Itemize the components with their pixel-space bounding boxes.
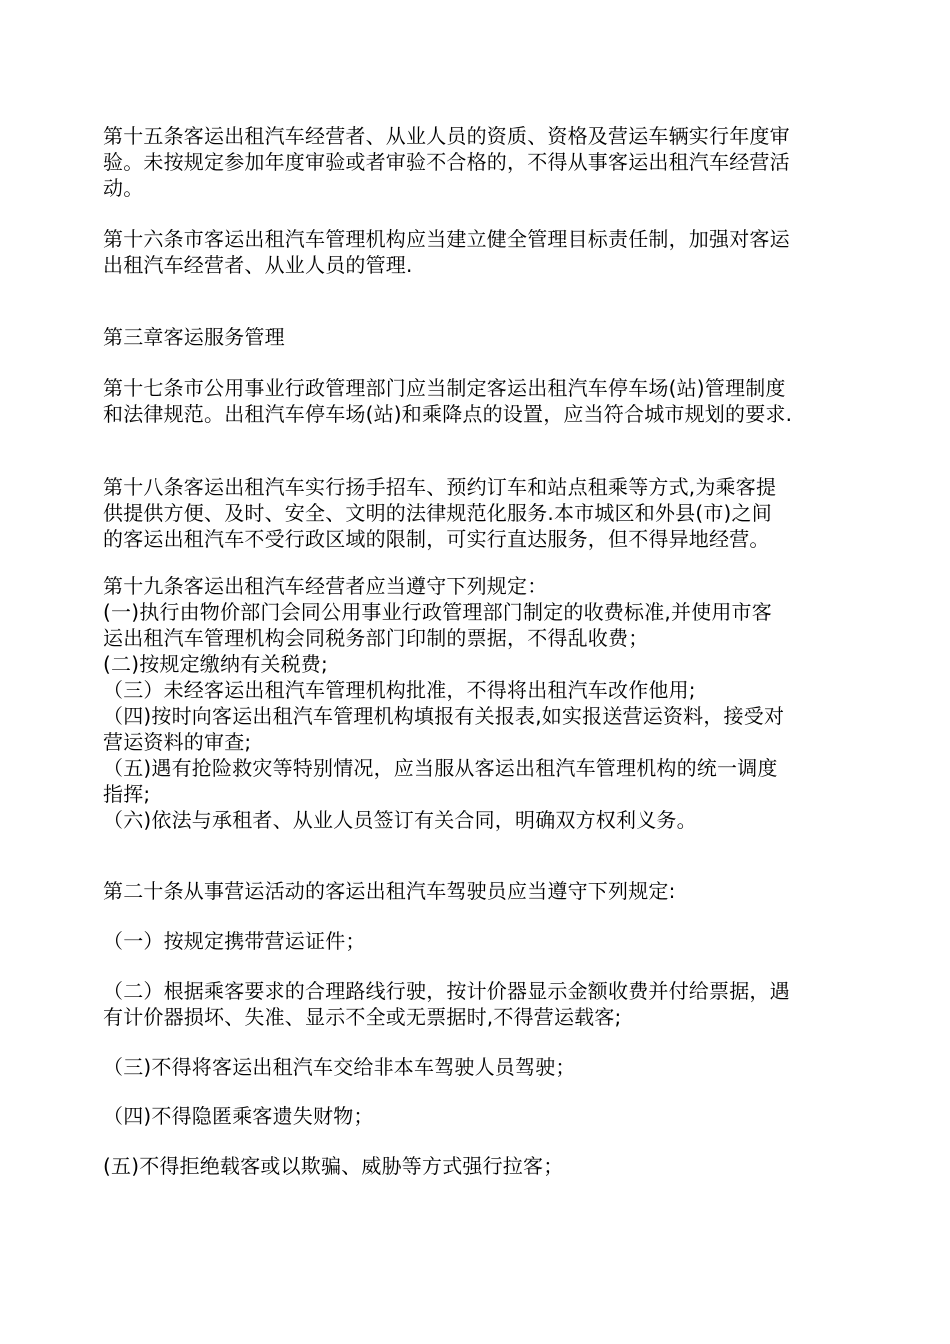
chapter-3-heading: 第三章客运服务管理 — [103, 325, 285, 349]
article-19-line-10: （六)依法与承租者、从业人员签订有关合同，明确双方权利义务。 — [103, 808, 697, 832]
article-19-line-3: 运出租汽车管理机构会同税务部门印制的票据，不得乱收费； — [103, 626, 649, 650]
article-15-line-2: 验。未按规定参加年度审验或者审验不合格的，不得从事客运出租汽车经营活 — [103, 150, 790, 174]
article-18-line-2: 供提供方便、及时、安全、文明的法律规范化服务.本市城区和外县(市)之间 — [103, 501, 772, 525]
article-20-item-2-line-1: （二）根据乘客要求的合理路线行驶，按计价器显示金额收费并付给票据，遇 — [103, 979, 790, 1003]
article-19-line-5: （三）未经客运出租汽车管理机构批准，不得将出租汽车改作他用; — [103, 678, 696, 702]
article-20-item-5: (五)不得拒绝载客或以欺骗、威胁等方式强行拉客； — [103, 1154, 564, 1178]
article-17-line-2: 和法律规范。出租汽车停车场(站)和乘降点的设置，应当符合城市规划的要求. — [103, 402, 793, 426]
article-19-line-9: 指挥; — [103, 782, 151, 806]
article-20-intro: 第二十条从事营运活动的客运出租汽车驾驶员应当遵守下列规定: — [103, 879, 676, 903]
article-19-line-7: 营运资料的审查; — [103, 730, 252, 754]
article-16-line-2: 出租汽车经营者、从业人员的管理. — [103, 253, 413, 277]
article-18-line-1: 第十八条客运出租汽车实行扬手招车、预约订车和站点租乘等方式,为乘客提 — [103, 475, 777, 499]
article-19-line-4: (二)按规定缴纳有关税费; — [103, 652, 328, 676]
article-15-line-1: 第十五条客运出租汽车经营者、从业人员的资质、资格及营运车辆实行年度审 — [103, 124, 790, 148]
article-15-line-3: 动。 — [103, 176, 144, 200]
article-19-line-6: （四)按时向客运出租汽车管理机构填报有关报表,如实报送营运资料，接受对 — [103, 704, 785, 728]
article-19-line-2: (一)执行由物价部门会同公用事业行政管理部门制定的收费标准,并使用市客 — [103, 600, 772, 624]
article-20-item-4: （四)不得隐匿乘客遗失财物； — [103, 1104, 374, 1128]
article-20-item-1: （一）按规定携带营运证件； — [103, 929, 366, 953]
article-19-line-8: （五)遇有抢险救灾等特别情况，应当服从客运出租汽车管理机构的统一调度 — [103, 756, 778, 780]
article-20-item-3: （三)不得将客运出租汽车交给非本车驾驶人员驾驶； — [103, 1055, 576, 1079]
article-18-line-3: 的客运出租汽车不受行政区域的限制，可实行直达服务，但不得异地经营。 — [103, 527, 770, 551]
article-20-item-2-line-2: 有计价器损坏、失准、显示不全或无票据时,不得营运载客; — [103, 1005, 622, 1029]
article-19-line-1: 第十九条客运出租汽车经营者应当遵守下列规定： — [103, 574, 548, 598]
article-17-line-1: 第十七条市公用事业行政管理部门应当制定客运出租汽车停车场(站)管理制度 — [103, 376, 786, 400]
article-16-line-1: 第十六条市客运出租汽车管理机构应当建立健全管理目标责任制，加强对客运 — [103, 227, 790, 251]
